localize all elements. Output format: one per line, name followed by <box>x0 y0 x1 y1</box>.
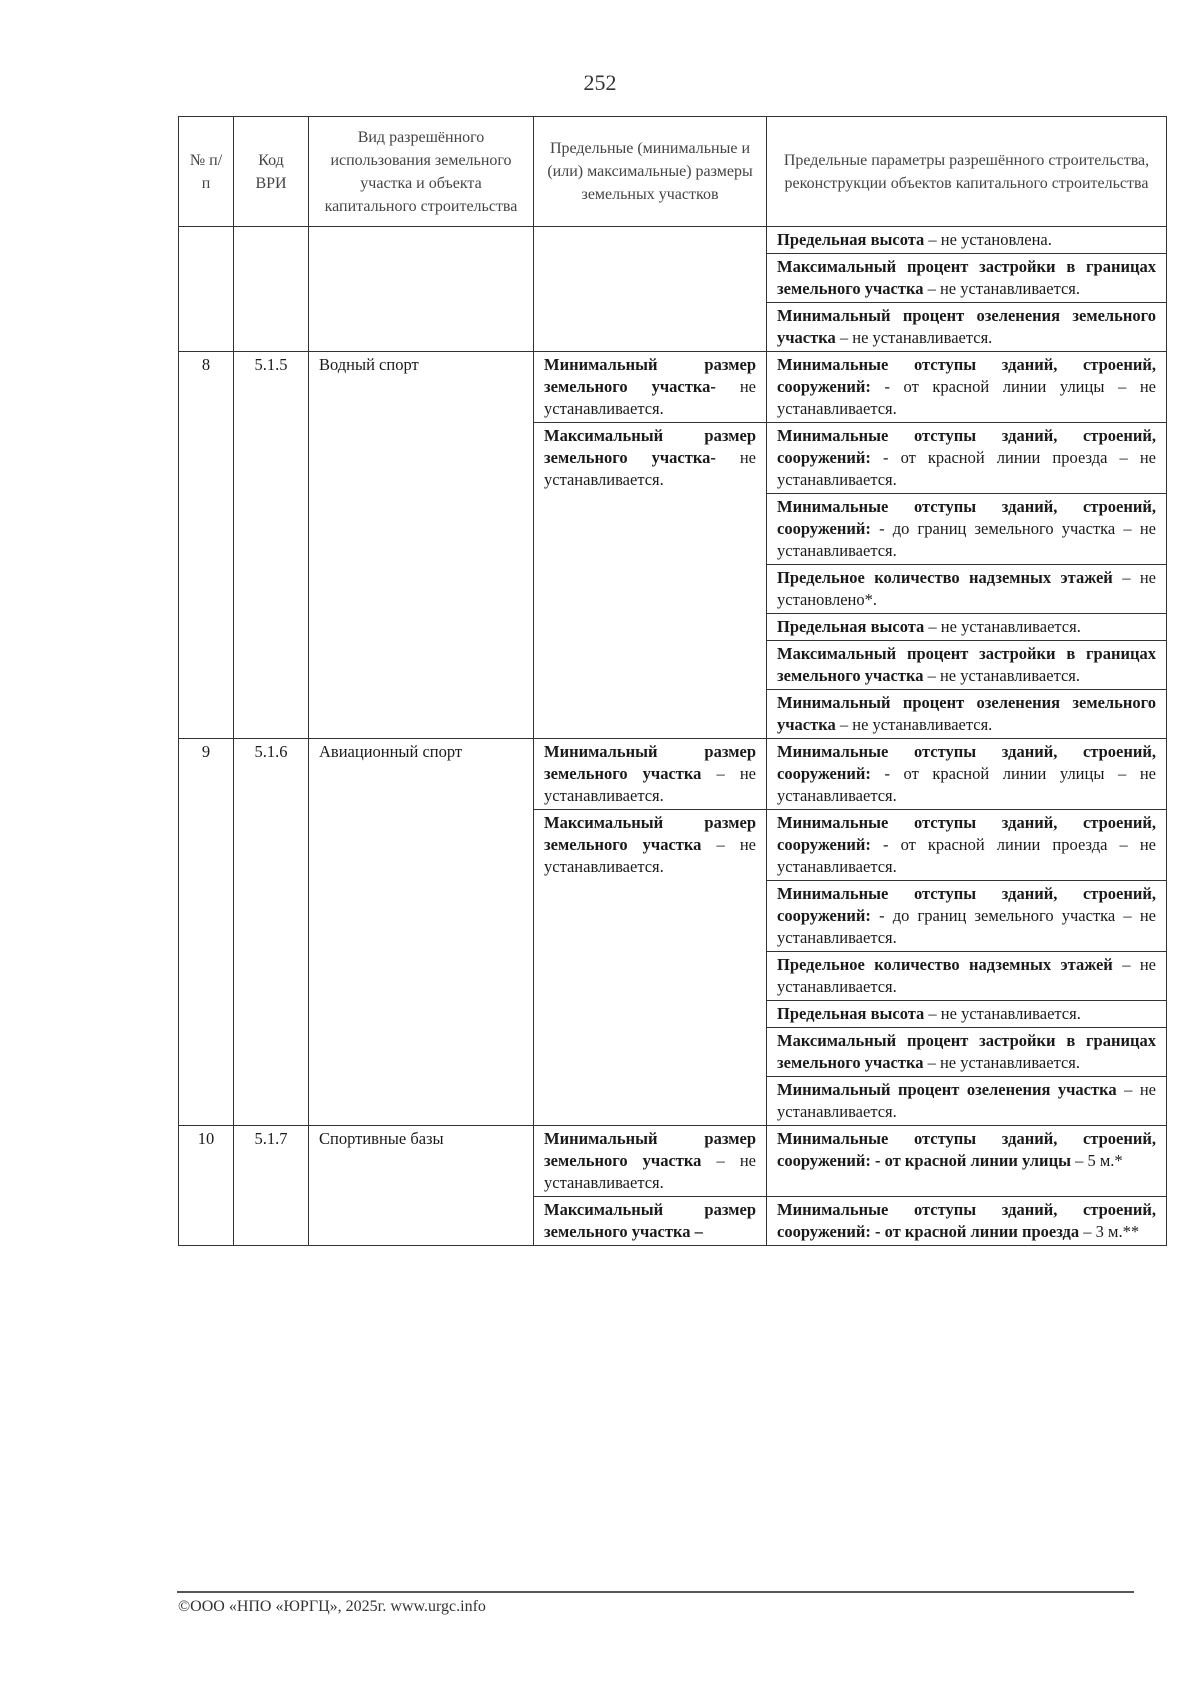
param-label: Минимальный процент озеленения участка <box>777 1080 1117 1099</box>
param-label: Минимальные отступы зданий, строений, сооружений: - от красной линии проезда <box>777 1200 1156 1241</box>
param-value: - от красной линии улицы – не устанавливается. <box>777 764 1156 805</box>
size-value: не устанавливается. <box>544 377 757 418</box>
param-label: Минимальные отступы зданий, строений, сооружений: <box>777 426 1156 467</box>
header-sizes: Предельные (минимальные и (или) максимальные) размеры земельных участков <box>534 117 767 227</box>
row-number: 10 <box>179 1126 234 1246</box>
param-cell <box>767 303 1167 352</box>
size-value: – не устанавливается. <box>544 764 756 805</box>
size-min-cell <box>534 739 767 810</box>
param-label: Предельное количество надземных этажей <box>777 568 1113 587</box>
header-code: Код ВРИ <box>234 117 309 227</box>
row-number: 8 <box>179 352 234 739</box>
param-label: Предельная высота <box>777 230 925 249</box>
size-label: Минимальный размер земельного участка <box>544 1129 756 1170</box>
param-value: – 3 м.** <box>1079 1222 1140 1241</box>
table-row <box>179 227 1167 254</box>
param-label: Минимальные отступы зданий, строений, сооружений: <box>777 497 1156 538</box>
size-value: – не устанавливается. <box>544 835 756 876</box>
cont-code-cell <box>234 227 309 352</box>
param-cell <box>767 641 1167 690</box>
cont-type-cell <box>309 227 534 352</box>
param-value: – не устанавливается. <box>777 1080 1156 1121</box>
param-value: - до границ земельного участка – не устанавливается. <box>777 519 1156 560</box>
table-header-row <box>179 117 1167 227</box>
row-code: 5.1.5 <box>234 352 309 739</box>
param-label: Минимальные отступы зданий, строений, сооружений: <box>777 813 1156 854</box>
param-label: Минимальные отступы зданий, строений, сооружений: <box>777 742 1156 783</box>
param-label: Минимальные отступы зданий, строений, сооружений: <box>777 884 1156 925</box>
param-cell <box>767 1077 1167 1126</box>
param-cell <box>767 254 1167 303</box>
param-value: – не устанавливается. <box>924 1004 1081 1023</box>
param-label: Предельная высота <box>777 1004 925 1023</box>
size-value: – не устанавливается. <box>544 1151 756 1192</box>
row-type: Авиационный спорт <box>309 739 534 1126</box>
row-code: 5.1.7 <box>234 1126 309 1246</box>
param-cell <box>767 227 1167 254</box>
param-value: - от красной линии улицы – не устанавливается. <box>777 377 1156 418</box>
size-min-cell <box>534 352 767 423</box>
param-cell <box>767 739 1167 810</box>
param-value: – не установлено*. <box>777 568 1156 609</box>
param-value: – не устанавливается. <box>835 328 993 347</box>
param-label: Предельное количество надземных этажей <box>777 955 1113 974</box>
zoning-table <box>178 116 1167 1246</box>
cont-num-cell <box>179 227 234 352</box>
table-row <box>179 352 1167 423</box>
param-cell <box>767 810 1167 881</box>
param-label: Максимальный процент застройки в границах земельного участка <box>777 1031 1156 1072</box>
page-number: 252 <box>583 70 617 95</box>
param-value: - от красной линии проезда – не устанавливается. <box>777 835 1156 876</box>
param-value: – не устанавливается. <box>777 955 1156 996</box>
param-value: - до границ земельного участка – не устанавливается. <box>777 906 1156 947</box>
row-code: 5.1.6 <box>234 739 309 1126</box>
size-max-cell <box>534 1197 767 1246</box>
param-label: Минимальные отступы зданий, строений, сооружений: <box>777 355 1156 396</box>
param-cell <box>767 1028 1167 1077</box>
param-label: Минимальный процент озеленения земельного участка <box>777 693 1156 734</box>
size-min-cell <box>534 1126 767 1197</box>
param-value: - от красной линии проезда – не устанавливается. <box>777 448 1156 489</box>
header-type: Вид разрешённого использования земельного участка и объекта капитального строительства <box>309 117 534 227</box>
table-row <box>179 1126 1167 1197</box>
param-label: Максимальный процент застройки в границах земельного участка <box>777 257 1156 298</box>
header-params: Предельные параметры разрешённого строительства, реконструкции объектов капитального строительства <box>767 117 1167 227</box>
footer-divider <box>177 1591 1134 1593</box>
param-label: Максимальный процент застройки в границах земельного участка <box>777 644 1156 685</box>
row-number: 9 <box>179 739 234 1126</box>
size-label: Максимальный размер земельного участка <box>544 813 756 854</box>
row-type: Водный спорт <box>309 352 534 739</box>
param-label: Минимальный процент озеленения земельного участка <box>777 306 1156 347</box>
param-value: – не устанавливается. <box>923 279 1081 298</box>
table-row <box>179 739 1167 810</box>
footer-copyright: ©ООО «НПО «ЮРГЦ», 2025г. www.urgc.info <box>178 1598 486 1615</box>
param-value: – не установлена. <box>924 230 1052 249</box>
param-value: – не устанавливается. <box>923 1053 1081 1072</box>
param-cell <box>767 690 1167 739</box>
size-value: не устанавливается. <box>544 448 757 489</box>
param-cell <box>767 1197 1167 1246</box>
param-cell <box>767 614 1167 641</box>
param-value: – 5 м.* <box>1070 1151 1123 1170</box>
header-num: № п/п <box>179 117 234 227</box>
row-type: Спортивные базы <box>309 1126 534 1246</box>
size-label: Минимальный размер земельного участка <box>544 742 756 783</box>
size-max-cell <box>534 423 767 739</box>
param-cell <box>767 494 1167 565</box>
param-label: Минимальные отступы зданий, строений, сооружений: - от красной линии улицы <box>777 1129 1156 1170</box>
param-cell <box>767 952 1167 1001</box>
param-value: – не устанавливается. <box>923 666 1081 685</box>
param-cell <box>767 352 1167 423</box>
size-label: Максимальный размер земельного участка- <box>544 426 756 467</box>
param-label: Предельная высота <box>777 617 925 636</box>
size-label: Минимальный размер земельного участка- <box>544 355 756 396</box>
param-cell <box>767 423 1167 494</box>
size-max-cell <box>534 810 767 1126</box>
param-cell <box>767 1126 1167 1197</box>
param-cell <box>767 881 1167 952</box>
param-cell <box>767 1001 1167 1028</box>
param-cell <box>767 565 1167 614</box>
size-label: Максимальный размер земельного участка – <box>544 1200 756 1241</box>
param-value: – не устанавливается. <box>835 715 993 734</box>
param-value: – не устанавливается. <box>924 617 1081 636</box>
cont-sizes-cell <box>534 227 767 352</box>
